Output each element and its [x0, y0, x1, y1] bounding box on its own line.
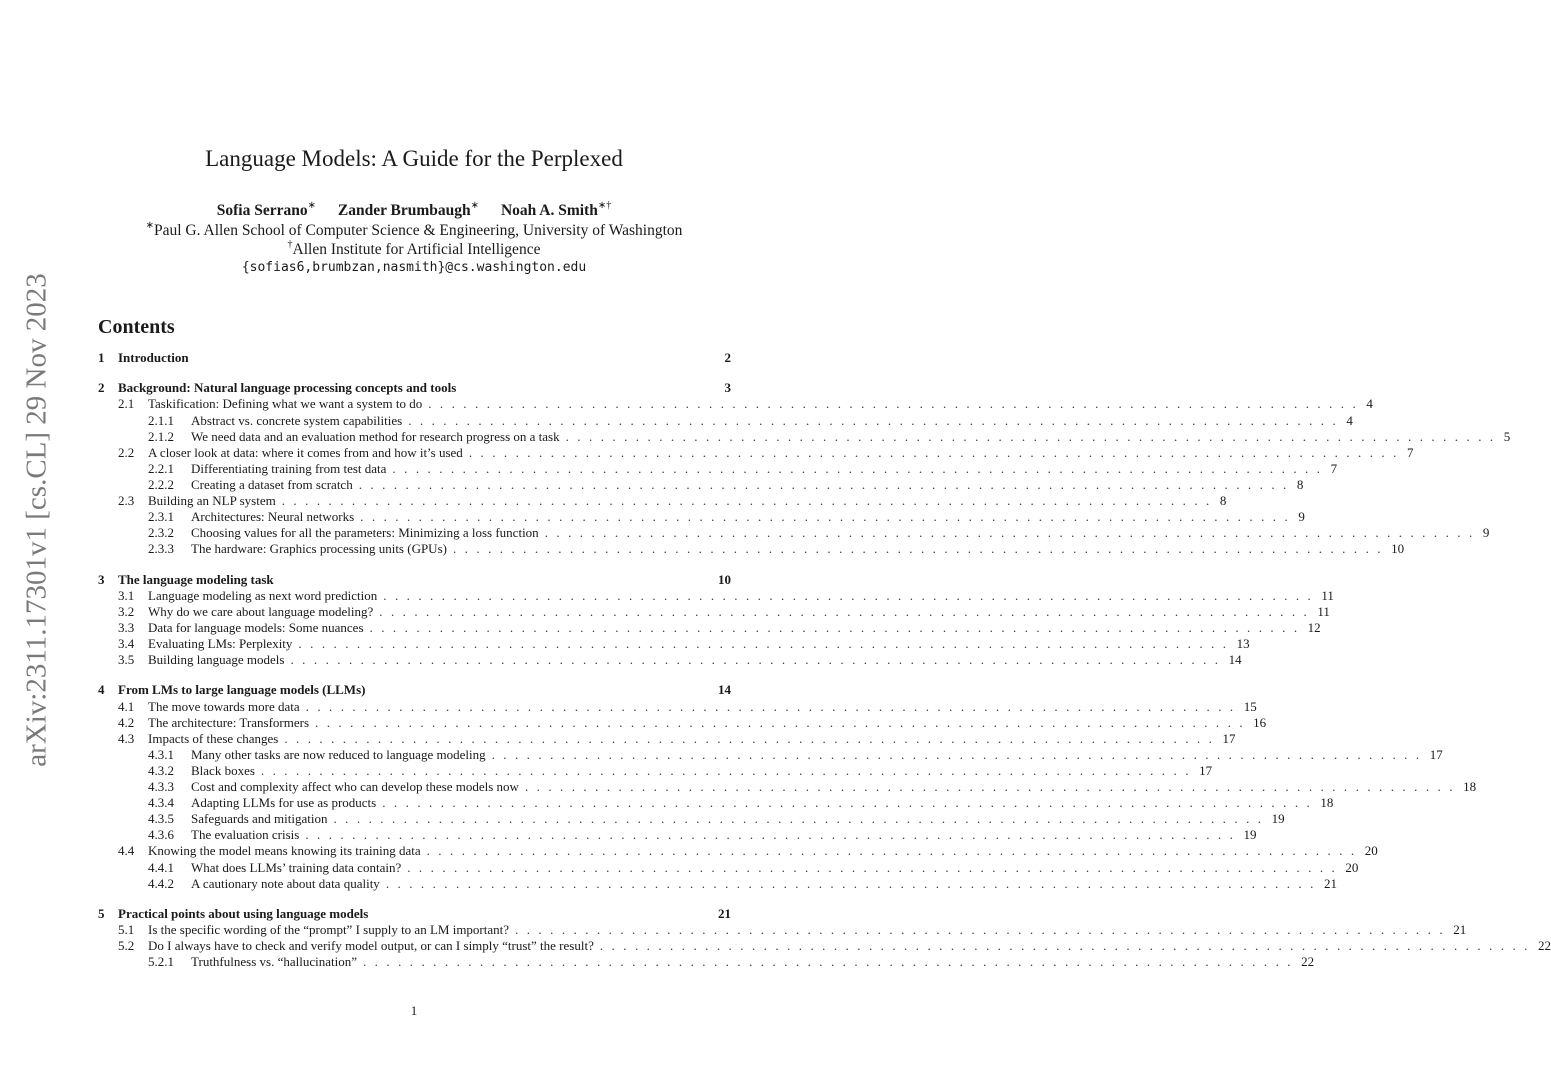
toc-entry-number: 4	[98, 682, 105, 698]
toc-entry[interactable]	[98, 636, 1250, 652]
toc-entry-page: 3	[724, 380, 731, 396]
toc-entry-page: 15	[1243, 698, 1257, 714]
toc-entry-number: 2	[98, 380, 105, 396]
toc-entry[interactable]	[98, 380, 731, 396]
toc-entry-page: 14	[1228, 652, 1242, 668]
toc-entry[interactable]	[98, 779, 1477, 795]
toc-entry-title: A closer look at data: where it comes from and how it’s used	[148, 444, 463, 460]
toc-entry-title: Black boxes	[191, 762, 255, 778]
toc-dot-leader: . . . . . . . . . . . . . . . . . . . . . . . . . . . . . . . . . . . . . . . . . . . . . . . . . . . . . . . . . . . . . . . . . . . . . . . . . . . . . . . .	[544, 525, 1475, 541]
toc-dot-leader: . . . . . . . . . . . . . . . . . . . . . . . . . . . . . . . . . . . . . . . . . . . . . . . . . . . . . . . . . . . . . . . . . . . . . . . . . . . . . . . .	[369, 619, 1300, 635]
affiliation: ∗Paul G. Allen School of Computer Science & Engineering, University of Washington	[145, 220, 683, 239]
toc-entry-page: 16	[1253, 714, 1267, 730]
toc-entry-title: Taskification: Defining what we want a system to do	[148, 396, 423, 412]
toc-entry-page: 8	[1219, 493, 1227, 508]
toc-entry-page: 7	[1330, 460, 1338, 476]
toc-entry-page: 10	[1391, 541, 1405, 557]
toc-entry-number: 4.3.3	[148, 779, 174, 794]
toc-entry-number: 4.3.5	[148, 811, 174, 827]
toc-dot-leader: . . . . . . . . . . . . . . . . . . . . . . . . . . . . . . . . . . . . . . . . . . . . . . . . . . . . . . . . . . . . . . . . . . . . . . . . . . . . . . . .	[385, 875, 1316, 891]
toc-entry-number: 4.3.2	[148, 762, 174, 778]
toc-entry[interactable]	[98, 875, 1337, 892]
toc-entry-title: Truthfulness vs. “hallucination”	[191, 954, 357, 970]
toc-entry-page: 11	[1321, 587, 1334, 603]
toc-dot-leader: . . . . . . . . . . . . . . . . . . . . . . . . . . . . . . . . . . . . . . . . . . . . . . . . . . . . . . . . . . . . . . . . . . . . . . . . . . . . . . . .	[565, 428, 1496, 444]
toc-entry-page: 4	[1366, 396, 1373, 412]
toc-entry[interactable]	[98, 922, 1467, 938]
toc-entry-title: We need data and an evaluation method for research progress on a task	[191, 428, 560, 444]
toc-entry-title: Practical points about using language models	[118, 905, 369, 921]
toc-entry-page: 19	[1271, 811, 1285, 827]
toc-entry[interactable]	[98, 843, 1378, 859]
toc-dot-leader: . . . . . . . . . . . . . . . . . . . . . . . . . . . . . . . . . . . . . . . . . . . . . . . . . . . . . . . . . . . . . . . . . . . . . . . . . . . . . . . .	[426, 843, 1357, 859]
author-emails: {sofias6,brumbzan,nasmith}@cs.washington.edu	[241, 260, 587, 275]
toc-entry-title: A cautionary note about data quality	[191, 875, 380, 891]
toc-dot-leader: . . . . . . . . . . . . . . . . . . . . . . . . . . . . . . . . . . . . . . . . . . . . . . . . . . . . . . . . . . . . . . . . . . . . . . . . . . . . . . . .	[281, 493, 1212, 508]
toc-entry[interactable]	[98, 541, 1405, 557]
toc-dot-leader: . . . . . . . . . . . . . . . . . . . . . . . . . . . . . . . . . . . . . . . . . . . . . . . . . . . . . . . . . . . . . . . . . . . . . . . . . . . . . . . .	[382, 795, 1313, 811]
toc-entry-number: 2.2	[118, 444, 135, 460]
toc-dot-leader: . . . . . . . . . . . . . . . . . . . . . . . . . . . . . . . . . . . . . . . . . . . . . . . . . . . . . . . . . . . . . . . . . . . . . . . . . . . . . . . .	[379, 603, 1310, 619]
toc-entry[interactable]	[98, 652, 1242, 668]
toc-entry-number: 4.3.6	[148, 827, 174, 843]
author-list	[0, 200, 828, 220]
toc-entry[interactable]	[98, 859, 1359, 876]
toc-dot-leader: . . . . . . . . . . . . . . . . . . . . . . . . . . . . . . . . . . . . . . . . . . . . . . . . . . . . . . . . . . . . . . . . . . . . . . . . . . . . . . . .	[315, 714, 1246, 730]
toc-entry-page: 11	[1317, 603, 1330, 619]
toc-entry-number: 2.1.2	[148, 428, 174, 444]
toc-entry-page: 4	[1346, 412, 1353, 428]
toc-dot-leader: . . . . . . . . . . . . . . . . . . . . . . . . . . . . . . . . . . . . . . . . . . . . . . . . . . . . . . . . . . . . . . . . . . . . . . . . . . . . . . . .	[360, 509, 1291, 525]
toc-dot-leader: . . . . . . . . . . . . . . . . . . . . . . . . . . . . . . . . . . . . . . . . . . . . . . . . . . . . . . . . . . . . . . . . . . . . . . . . . . . . . . . .	[468, 444, 1399, 460]
toc-entry-number: 2.2.1	[148, 460, 174, 476]
toc-entry-number: 4.4.2	[148, 875, 174, 891]
toc-entry-title: What does LLMs’ training data contain?	[191, 859, 402, 875]
toc-entry[interactable]	[98, 714, 1267, 731]
toc-entry[interactable]	[98, 587, 1334, 604]
toc-entry-title: Cost and complexity affect who can develop these models now	[191, 779, 519, 794]
toc-dot-leader: . . . . . . . . . . . . . . . . . . . . . . . . . . . . . . . . . . . . . . . . . . . . . . . . . . . . . . . . . . . . . . . . . . . . . . . . . . . . . . . .	[298, 636, 1229, 651]
toc-entry-page: 13	[1236, 636, 1250, 651]
toc-entry[interactable]	[98, 525, 1490, 541]
toc-entry-title: Evaluating LMs: Perplexity	[148, 636, 293, 651]
toc-entry-page: 10	[718, 571, 731, 587]
toc-entry-number: 3.3	[118, 619, 135, 635]
toc-entry-number: 5.1	[118, 922, 135, 937]
toc-entry-number: 3.5	[118, 652, 135, 668]
toc-entry[interactable]	[98, 396, 1373, 412]
toc-entry-title: Knowing the model means knowing its training data	[148, 843, 421, 859]
toc-entry-page: 22	[1538, 938, 1551, 954]
toc-entry-title: The language modeling task	[118, 571, 274, 587]
toc-entry-number: 4.1	[118, 698, 135, 714]
toc-entry-page: 8	[1296, 476, 1304, 492]
toc-entry-title: Is the specific wording of the “prompt” I supply to an LM important?	[148, 922, 510, 937]
toc-entry[interactable]	[98, 572, 731, 588]
toc-entry-page: 9	[1482, 525, 1490, 541]
toc-entry-page: 22	[1301, 954, 1315, 970]
affiliation: †Allen Institute for Artificial Intelligence	[287, 239, 541, 258]
toc-entry-page: 21	[1453, 922, 1467, 937]
toc-entry-title: Architectures: Neural networks	[191, 509, 355, 525]
toc-entry[interactable]	[98, 827, 1257, 843]
toc-entry-title: Building language models	[148, 652, 285, 668]
toc-entry[interactable]	[98, 444, 1414, 461]
toc-entry[interactable]	[98, 619, 1321, 636]
toc-entry-page: 20	[1345, 859, 1359, 875]
toc-entry-number: 2.3.1	[148, 509, 174, 525]
author: Sofia Serrano∗	[216, 200, 316, 219]
toc-entry-title: From LMs to large language models (LLMs)	[118, 682, 366, 698]
toc-dot-leader: . . . . . . . . . . . . . . . . . . . . . . . . . . . . . . . . . . . . . . . . . . . . . . . . . . . . . . . . . . . . . . . . . . . . . . . . . . . . . . . .	[491, 746, 1422, 762]
toc-entry-title: Building an NLP system	[148, 493, 276, 508]
toc-entry[interactable]	[98, 746, 1443, 763]
toc-entry-title: Many other tasks are now reduced to language modeling	[191, 746, 486, 762]
toc-entry[interactable]	[98, 906, 731, 922]
toc-dot-leader: . . . . . . . . . . . . . . . . . . . . . . . . . . . . . . . . . . . . . . . . . . . . . . . . . . . . . . . . . . . . . . . . . . . . . . . . . . . . . . . .	[408, 412, 1339, 428]
toc-entry-title: Abstract vs. concrete system capabilities	[191, 412, 403, 428]
toc-entry-page: 7	[1406, 444, 1414, 460]
toc-entry[interactable]	[98, 938, 1551, 954]
toc-entry-title: Differentiating training from test data	[191, 460, 387, 476]
toc-entry-number: 2.3	[118, 493, 135, 508]
toc-entry[interactable]	[98, 412, 1353, 429]
toc-entry-title: Do I always have to check and verify model output, or can I simply “trust” the result?	[148, 938, 594, 954]
toc-dot-leader: . . . . . . . . . . . . . . . . . . . . . . . . . . . . . . . . . . . . . . . . . . . . . . . . . . . . . . . . . . . . . . . . . . . . . . . . . . . . . . . .	[333, 811, 1264, 827]
toc-entry-title: Creating a dataset from scratch	[191, 476, 353, 492]
toc-entry-number: 4.2	[118, 714, 135, 730]
toc-entry-number: 3.2	[118, 603, 135, 619]
toc-entry-title: Adapting LLMs for use as products	[191, 795, 377, 811]
toc-entry-number: 1	[98, 350, 105, 365]
toc-entry-title: The evaluation crisis	[191, 827, 300, 843]
toc-entry[interactable]	[98, 954, 1315, 970]
toc-entry[interactable]	[98, 460, 1338, 477]
toc-entry-number: 5.2	[118, 938, 135, 954]
toc-entry-number: 4.4	[118, 843, 135, 859]
toc-entry-title: Why do we care about language modeling?	[148, 603, 374, 619]
toc-entry[interactable]	[98, 811, 1285, 827]
toc-entry-page: 17	[1429, 746, 1443, 762]
toc-entry[interactable]	[98, 762, 1213, 779]
toc-dot-leader: . . . . . . . . . . . . . . . . . . . . . . . . . . . . . . . . . . . . . . . . . . . . . . . . . . . . . . . . . . . . . . . . . . . . . . . . . . . . . . . .	[392, 460, 1323, 476]
toc-entry-page: 17	[1222, 730, 1236, 746]
toc-dot-leader: . . . . . . . . . . . . . . . . . . . . . . . . . . . . . . . . . . . . . . . . . . . . . . . . . . . . . . . . . . . . . . . . . . . . . . . . . . . . . . . .	[524, 779, 1456, 794]
toc-entry-number: 2.3.3	[148, 541, 174, 557]
toc-entry-title: Choosing values for all the parameters: Minimizing a loss function	[191, 525, 539, 541]
toc-entry-page: 5	[1503, 428, 1511, 444]
toc-entry[interactable]	[98, 603, 1330, 620]
toc-entry-page: 19	[1243, 827, 1257, 843]
toc-entry-page: 12	[1307, 619, 1321, 635]
toc-entry-number: 4.3	[118, 730, 135, 746]
toc-entry-number: 3	[98, 571, 105, 587]
toc-entry[interactable]	[98, 493, 1227, 509]
toc-entry[interactable]	[98, 730, 1236, 747]
toc-entry-page: 21	[718, 905, 731, 921]
toc-entry-title: The architecture: Transformers	[148, 714, 310, 730]
toc-entry[interactable]	[98, 682, 731, 698]
toc-entry-number: 4.3.4	[148, 795, 174, 811]
toc-entry-number: 4.4.1	[148, 859, 174, 875]
toc-entry-page: 18	[1463, 779, 1477, 794]
author: Noah A. Smith∗†	[500, 200, 612, 219]
toc-dot-leader: . . . . . . . . . . . . . . . . . . . . . . . . . . . . . . . . . . . . . . . . . . . . . . . . . . . . . . . . . . . . . . . . . . . . . . . . . . . . . . . .	[305, 827, 1236, 843]
toc-dot-leader: . . . . . . . . . . . . . . . . . . . . . . . . . . . . . . . . . . . . . . . . . . . . . . . . . . . . . . . . . . . . . . . . . . . . . . . . . . . . . . . .	[358, 476, 1289, 492]
toc-entry[interactable]	[98, 509, 1305, 525]
toc-dot-leader: . . . . . . . . . . . . . . . . . . . . . . . . . . . . . . . . . . . . . . . . . . . . . . . . . . . . . . . . . . . . . . . . . . . . . . . . . . . . . . . .	[515, 922, 1446, 937]
toc-dot-leader: . . . . . . . . . . . . . . . . . . . . . . . . . . . . . . . . . . . . . . . . . . . . . . . . . . . . . . . . . . . . . . . . . . . . . . . . . . . . . . . .	[260, 762, 1192, 778]
toc-dot-leader: . . . . . . . . . . . . . . . . . . . . . . . . . . . . . . . . . . . . . . . . . . . . . . . . . . . . . . . . . . . . . . . . . . . . . . . . . . . . . . . .	[452, 541, 1384, 557]
toc-dot-leader: . . . . . . . . . . . . . . . . . . . . . . . . . . . . . . . . . . . . . . . . . . . . . . . . . . . . . . . . . . . . . . . . . . . . . . . . . . . . . . . .	[284, 730, 1215, 746]
page-number: 1	[410, 1003, 418, 1018]
toc-entry-page: 18	[1320, 795, 1334, 811]
toc-entry[interactable]	[98, 428, 1511, 445]
toc-entry[interactable]	[98, 350, 731, 366]
toc-entry-title: Background: Natural language processing concepts and tools	[118, 380, 457, 396]
toc-entry-title: Language modeling as next word prediction	[148, 587, 378, 603]
toc-dot-leader: . . . . . . . . . . . . . . . . . . . . . . . . . . . . . . . . . . . . . . . . . . . . . . . . . . . . . . . . . . . . . . . . . . . . . . . . . . . . . . . .	[362, 954, 1294, 970]
author: Zander Brumbaugh∗	[337, 200, 480, 219]
toc-dot-leader: . . . . . . . . . . . . . . . . . . . . . . . . . . . . . . . . . . . . . . . . . . . . . . . . . . . . . . . . . . . . . . . . . . . . . . . . . . . . . . . .	[428, 396, 1359, 412]
toc-dot-leader: . . . . . . . . . . . . . . . . . . . . . . . . . . . . . . . . . . . . . . . . . . . . . . . . . . . . . . . . . . . . . . . . . . . . . . . . . . . . . . . .	[383, 587, 1314, 603]
toc-entry-number: 2.1	[118, 396, 135, 412]
toc-entry-number: 3.4	[118, 636, 135, 651]
toc-dot-leader: . . . . . . . . . . . . . . . . . . . . . . . . . . . . . . . . . . . . . . . . . . . . . . . . . . . . . . . . . . . . . . . . . . . . . . . . . . . . . . . .	[599, 938, 1530, 954]
toc-entry[interactable]	[98, 476, 1304, 493]
paper-title: Language Models: A Guide for the Perplexed	[205, 146, 623, 171]
toc-entry-title: Data for language models: Some nuances	[148, 619, 364, 635]
contents-heading: Contents	[98, 316, 175, 338]
toc-entry-title: Impacts of these changes	[148, 730, 279, 746]
toc-entry-page: 17	[1199, 762, 1213, 778]
toc-entry-page: 2	[724, 350, 731, 365]
toc-entry-page: 20	[1364, 843, 1378, 859]
toc-entry-number: 3.1	[118, 587, 135, 603]
toc-entry-number: 5.2.1	[148, 954, 174, 970]
toc-entry-title: The hardware: Graphics processing units (GPUs)	[191, 541, 447, 557]
toc-entry-page: 21	[1323, 875, 1337, 891]
toc-entry-page: 14	[718, 682, 731, 698]
toc-entry-number: 5	[98, 905, 105, 921]
toc-dot-leader: . . . . . . . . . . . . . . . . . . . . . . . . . . . . . . . . . . . . . . . . . . . . . . . . . . . . . . . . . . . . . . . . . . . . . . . . . . . . . . . .	[290, 652, 1221, 668]
toc-entry-title: The move towards more data	[148, 698, 300, 714]
toc-entry-title: Introduction	[118, 350, 189, 365]
toc-entry-number: 2.3.2	[148, 525, 174, 541]
toc-dot-leader: . . . . . . . . . . . . . . . . . . . . . . . . . . . . . . . . . . . . . . . . . . . . . . . . . . . . . . . . . . . . . . . . . . . . . . . . . . . . . . . .	[407, 859, 1338, 875]
toc-entry[interactable]	[98, 698, 1257, 715]
toc-entry-page: 9	[1298, 509, 1305, 525]
toc-entry[interactable]	[98, 795, 1334, 811]
toc-dot-leader: . . . . . . . . . . . . . . . . . . . . . . . . . . . . . . . . . . . . . . . . . . . . . . . . . . . . . . . . . . . . . . . . . . . . . . . . . . . . . . . .	[305, 698, 1236, 714]
toc-entry-number: 2.1.1	[148, 412, 174, 428]
toc-entry-number: 4.3.1	[148, 746, 174, 762]
toc-entry-number: 2.2.2	[148, 476, 174, 492]
toc-entry-title: Safeguards and mitigation	[191, 811, 328, 827]
